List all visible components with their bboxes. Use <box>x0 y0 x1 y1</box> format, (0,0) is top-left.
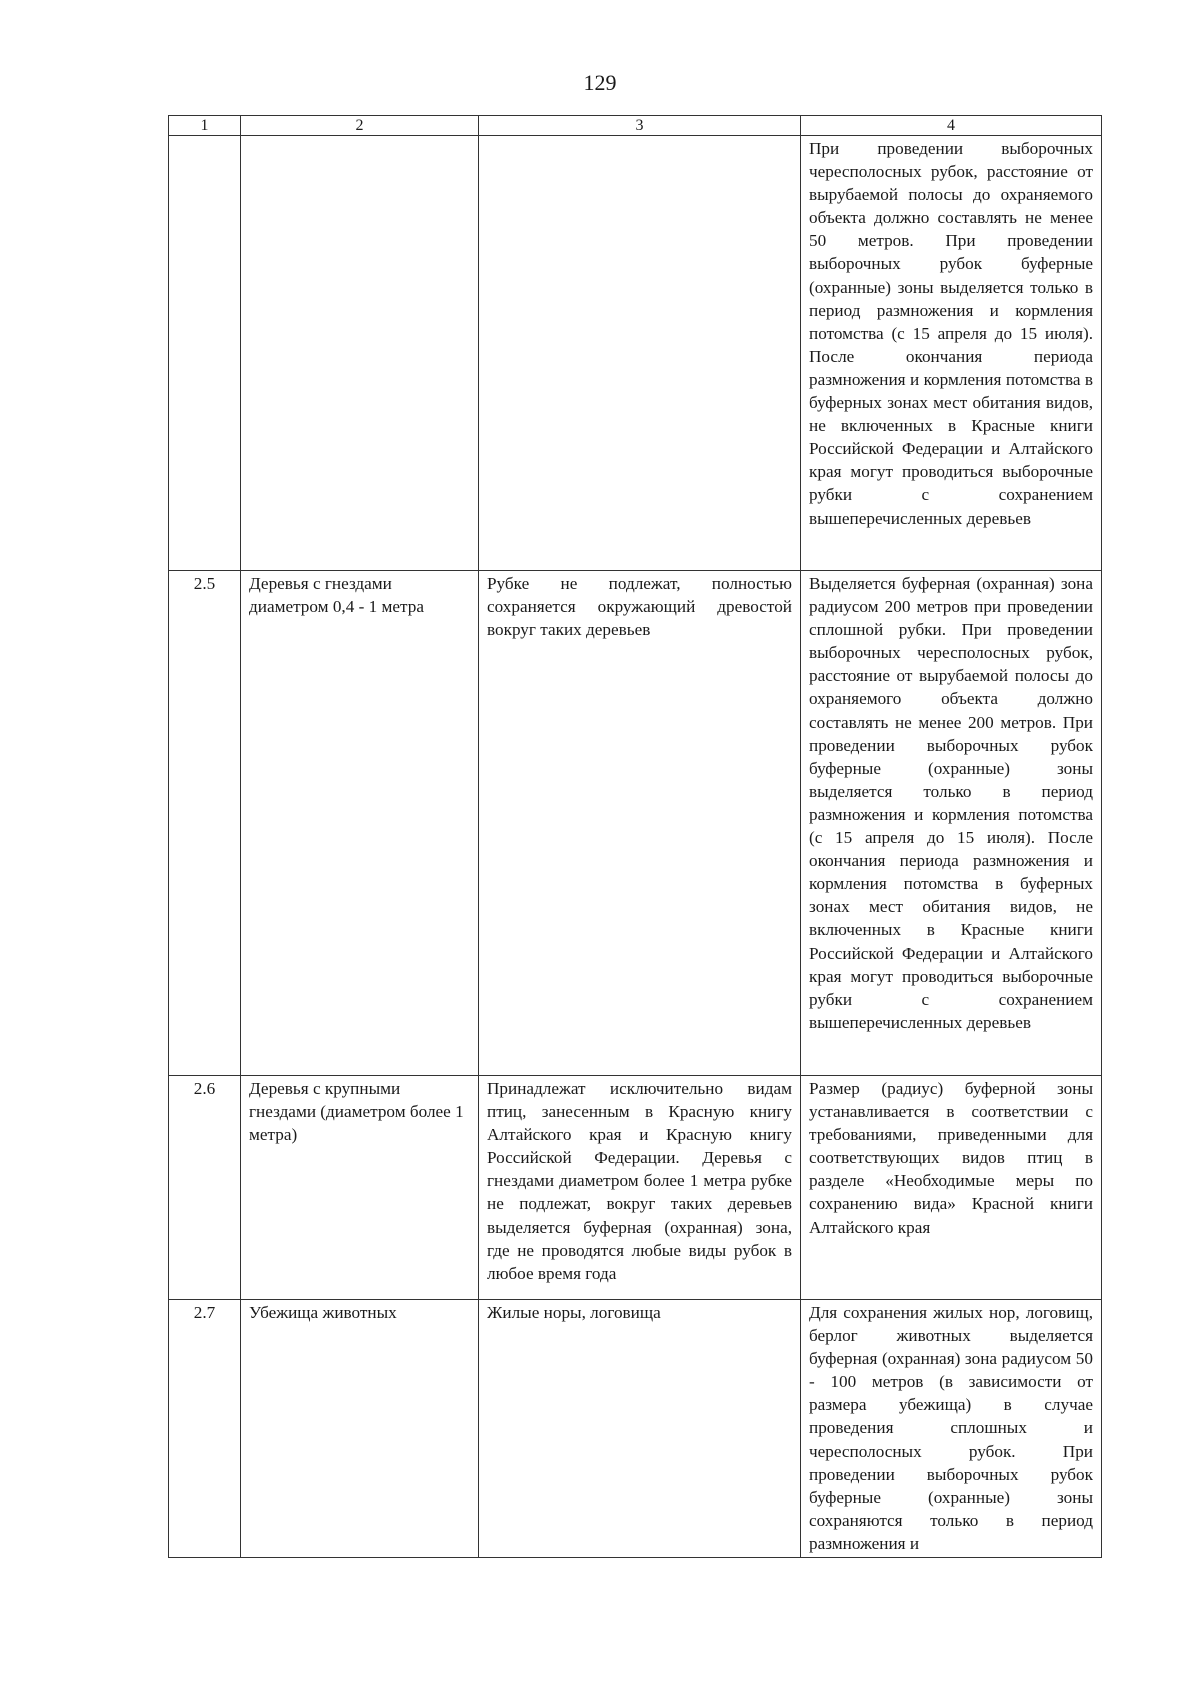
object-name: Деревья с крупными гнездами (диаметром более 1 метра) <box>241 1076 479 1300</box>
protection-measure: Жилые норы, логовища <box>479 1300 801 1558</box>
row-number: 2.5 <box>169 571 241 1076</box>
row-number: 2.6 <box>169 1076 241 1300</box>
row-number: 2.7 <box>169 1300 241 1558</box>
buffer-zone-requirement: При проведении выборочных чересполосных рубок, расстояние от вырубаемой полосы до охраняемого объекта должно составлять не менее 50 метров. При проведении выборочных рубок буферные (охранные) зоны выделяется только в период размножения и кормления потомства (с 15 апреля до 15 июля). После окончания периода размножения и кормления потомства в буферных зонах мест обитания видов, не включенных в Красные книги Российской Федерации и Алтайского края могут проводиться выборочные рубки с сохранением вышеперечисленных деревьев <box>801 136 1102 571</box>
header-cell-3: 3 <box>479 116 801 136</box>
header-cell-4: 4 <box>801 116 1102 136</box>
table-row <box>169 136 1102 571</box>
protection-measure: Рубке не подлежат, полностью сохраняется окружающий древостой вокруг таких деревьев <box>479 571 801 1076</box>
table-row <box>169 1076 1102 1300</box>
header-cell-1: 1 <box>169 116 241 136</box>
object-name <box>241 136 479 571</box>
table-header-row <box>169 116 1102 136</box>
object-name: Убежища животных <box>241 1300 479 1558</box>
row-number <box>169 136 241 571</box>
object-name: Деревья с гнездами диаметром 0,4 - 1 метра <box>241 571 479 1076</box>
buffer-zone-requirement: Размер (радиус) буферной зоны устанавливается в соответствии с требованиями, приведенными для соответствующих видов птиц в разделе «Необходимые меры по сохранению вида» Красной книги Алтайского края <box>801 1076 1102 1300</box>
protection-measure <box>479 136 801 571</box>
document-table <box>168 115 1102 1558</box>
protection-measure: Принадлежат исключительно видам птиц, занесенным в Красную книгу Алтайского края и Красную книгу Российской Федерации. Деревья с гнездами диаметром более 1 метра рубке не подлежат, вокруг таких деревьев выделяется буферная (охранная) зона, где не проводятся любые виды рубок в любое время года <box>479 1076 801 1300</box>
header-cell-2: 2 <box>241 116 479 136</box>
buffer-zone-requirement: Выделяется буферная (охранная) зона радиусом 200 метров при проведении сплошной рубки. При проведении выборочных чересполосных рубок, расстояние от вырубаемой полосы до охраняемого объекта должно составлять не менее 200 метров. При проведении выборочных рубок буферные (охранные) зоны выделяется только в период размножения и кормления потомства (с 15 апреля до 15 июля). После окончания периода размножения и кормления потомства в буферных зонах мест обитания видов, не включенных в Красные книги Российской Федерации и Алтайского края могут проводиться выборочные рубки с сохранением вышеперечисленных деревьев <box>801 571 1102 1076</box>
buffer-zone-requirement: Для сохранения жилых нор, логовищ, берлог животных выделяется буферная (охранная) зона радиусом 50 - 100 метров (в зависимости от размера убежища) в случае проведения сплошных и чересполосных рубок. При проведении выборочных рубок буферные (охранные) зоны сохраняются только в период размножения и <box>801 1300 1102 1558</box>
page-number: 129 <box>583 70 617 95</box>
table-row <box>169 571 1102 1076</box>
table-row <box>169 1300 1102 1558</box>
